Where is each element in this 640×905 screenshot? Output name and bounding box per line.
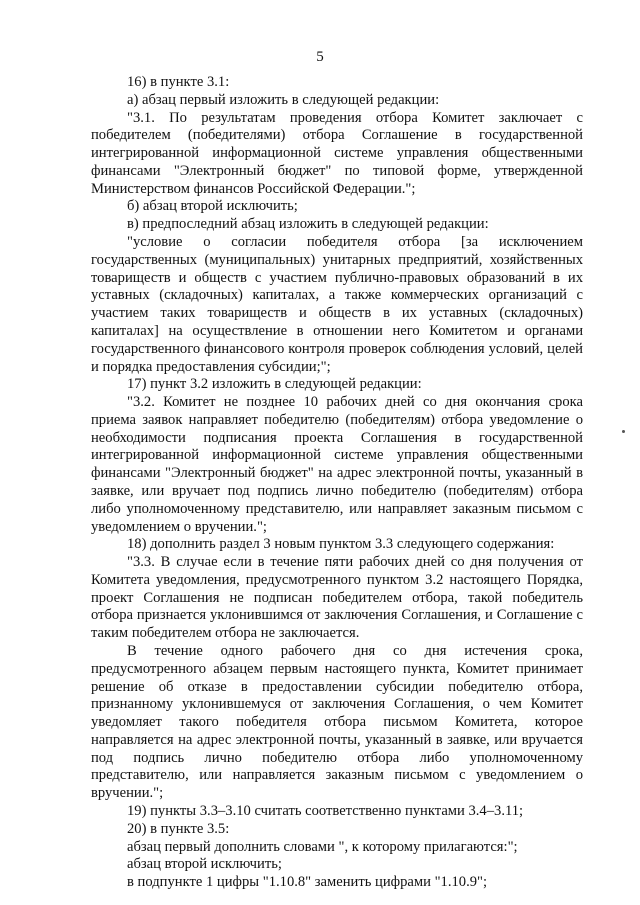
paragraph: "3.3. В случае если в течение пяти рабочих дней со дня получения от Комитета уведомления, предусмотренного пунктом 3.2 настоящего Порядка, проект Соглашения не подписан победителем отбора, такой победитель отбора признается уклонившимся от заключения Соглашения, и Соглашение с таким победителем отбора не заключается. [91,554,583,642]
paragraph: в подпункте 1 цифры "1.10.8" заменить цифрами "1.10.9"; [127,874,488,891]
paragraph: 18) дополнить раздел 3 новым пунктом 3.3 следующего содержания: [127,536,555,553]
paragraph: 17) пункт 3.2 изложить в следующей редакции: [127,376,422,393]
page-number: 5 [316,49,324,65]
paragraph: абзац второй исключить; [127,856,282,873]
paragraph: 19) пункты 3.3–3.10 считать соответственно пунктами 3.4–3.11; [127,803,524,820]
paragraph: абзац первый дополнить словами ", к которому прилагаются:"; [127,838,518,855]
paragraph: "3.2. Комитет не позднее 10 рабочих дней со дня окончания срока приема заявок направляет победителю (победителям) отбора уведомление о необходимости подписания проекта Соглашения в государственной интегрированной информационной системе управления общественными финансами "Электронный бюджет" на адрес электронной почты, указанный в заявке, или вручает под подпись лично победителю (победителям) отбора либо уполномоченному представителю, или направляет заказным письмом с уведомлением о вручении."; [91,394,583,535]
paragraph: в) предпоследний абзац изложить в следующей редакции: [127,216,489,233]
paragraph: 20) в пункте 3.5: [127,820,230,837]
paragraph: В течение одного рабочего дня со дня истечения срока, предусмотренного абзацем первым настоящего пункта, Комитет принимает решение об отказе в предоставлении субсидии победителю отбора, признанному уклонившемуся от заключения Соглашения, о чем Комитет уведомляет такого победителя отбора письмом Комитета, которое направляется на адрес электронной почты, указанный в заявке, или вручается под подпись лично победителю отбора либо уполномоченному представителю, или направляется заказным письмом с уведомлением о вручении."; [91,643,583,802]
paragraph: "3.1. По результатам проведения отбора Комитет заключает с победителем (победителями) отбора Соглашение в государственной интегрированной информационной системе управления общественными финансами "Электронный бюджет" по типовой форме, утвержденной Министерством финансов Российской Федерации."; [91,109,583,197]
document-body [91,74,583,892]
paragraph: 16) в пункте 3.1: [127,74,230,90]
scan-speck [622,430,625,433]
paragraph: а) абзац первый изложить в следующей редакции: [127,91,440,108]
paragraph: "условие о согласии победителя отбора [за исключением государственных (муниципальных) унитарных предприятий, хозяйственных товариществ и обществ с участием публично-правовых образований в их уставных (складочных) капиталах, а также коммерческих организаций с участием таких товариществ и обществ в их уставных (складочных) капиталах] на осуществление в отношении него Комитетом и органами государственного финансового контроля проверок соблюдения условий, целей и порядка предоставления субсидии;"; [91,234,583,375]
paragraph: б) абзац второй исключить; [127,198,298,215]
